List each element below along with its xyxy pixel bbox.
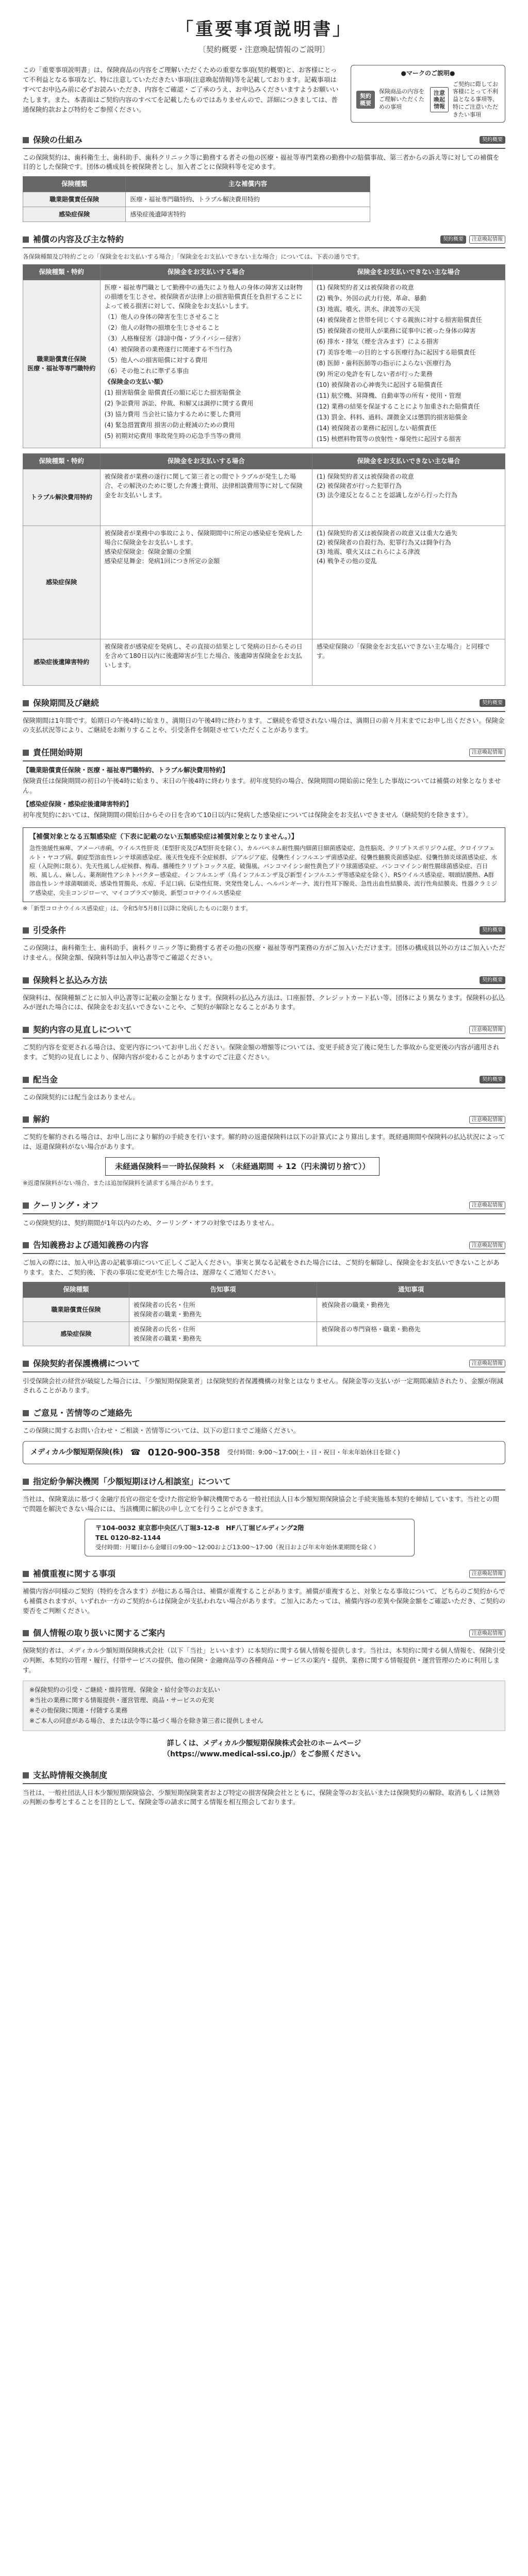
list-item: （1）他人の身体の障害を生じさせること — [104, 313, 220, 320]
section-bullet-icon — [23, 1361, 29, 1367]
table-header: 保険金をお支払いする場合 — [100, 265, 312, 280]
caution-tag: 注意喚起情報 — [469, 1242, 505, 1250]
section-period — [23, 697, 505, 736]
section-text: この保険契約は、契約期間が1年以内のため、クーリング・オフの対象ではありません。 — [23, 1218, 278, 1227]
section-header — [23, 1627, 505, 1642]
section-title: 保険の仕組み — [33, 134, 83, 145]
section-dispute-resolution — [23, 1476, 505, 1556]
section-bullet-icon — [23, 1772, 29, 1778]
table-row — [23, 526, 505, 639]
section-title: クーリング・オフ — [33, 1200, 99, 1210]
sub-heading: 【感染症保険・感染症後遺障害特約】 — [23, 800, 133, 808]
caution-tag: 注意喚起情報 — [469, 235, 505, 244]
section-header — [23, 924, 505, 939]
section-bullet-icon — [23, 236, 29, 243]
business-hours: 受付時間：9:00～17:00(土・日・祝日・年末年始休日を除く) — [227, 1449, 400, 1456]
section-text: ご加入の際には、加入申込書の記載事項について正しくご記入ください。事実と異なる記載をされた場合には、ご契約を解除し、保険金をお支払いできないことがあります。また、ご契約後、下表の事項に変更が生じた場合は、遅滞なくご通知ください。 — [23, 1259, 500, 1277]
section-header — [23, 1476, 505, 1490]
intro-text: この「重要事項説明書」は、保険商品の内容をご理解いただくための重要な事項(契約概要)と、お客様にとって不利益となる事項など、特に注意していただきたい事項(注意喚起情報)等を記載しております。記載事項はすべてお申込み前に必ずお読みいただき、内容をご確認・ご了承のうえ、お申込みくださいますようお願いいたします。また、本書面はご契約内容のすべてを記載したものではありませんので、詳細につきましては、普通保険約款および特約をご参照ください。 — [23, 65, 339, 113]
section-bullet-icon — [23, 750, 29, 756]
table-header: 保険金をお支払いする場合 — [100, 453, 312, 469]
section-mechanism — [23, 134, 505, 222]
section-text: ご契約を解約される場合は、お申し出により解約の手続きを行います。解約時の返還保険料は以下の計算式により算出します。既経過期間や保険料の払込状況によっては、返還保険料がない場合があります。 — [23, 1133, 505, 1151]
table-header: 保険金をお支払いできない主な場合 — [312, 265, 505, 280]
section-title: 保険期間及び継続 — [33, 698, 100, 708]
table-cell: 被保険者が業務の遂行に関して第三者との間でトラブルが発生した場合、その解決のために要した弁護士費用、法律相談費用等に対して保険金をお支払いします。 — [100, 469, 312, 526]
section-note: 各保険種類及び特約ごとの「保険金をお支払いする場合」「保険金をお支払いできない主な場合」については、下表の通りです。 — [23, 252, 364, 260]
caution-desc: ご契約に際してお客様にとって不利益となる事項等、特にご注意いただきたい事項 — [453, 80, 498, 118]
section-start-of-liability — [23, 747, 505, 820]
contract-summary-badge: 契約概要 — [356, 91, 375, 108]
list-item: （5）他人への損害賠償に対する費用 — [104, 356, 208, 364]
section-text: 保険期間は1年間です。始期日の午後4時に始まり、満期日の午後4時に終わります。ご継続を希望されない場合は、満期日の前々月末までにお申し出ください。保険金の支払状況等により、ご継続をお断りすることや、引受条件を制限させていただくことがあります。 — [23, 716, 505, 734]
contract-summary-tag: 契約概要 — [480, 136, 505, 144]
table-row — [23, 280, 505, 448]
contract-summary-desc: 保険商品の内容をご理解いただくための事項 — [379, 88, 424, 111]
section-complaints — [23, 1407, 505, 1464]
phone-number[interactable]: 0120-900-358 — [147, 1447, 220, 1458]
list-item: (5) 初期対応費用 事故発生時の応急手当等の費用 — [104, 432, 241, 439]
table-cell: 職業賠償責任保険 — [23, 1297, 129, 1321]
section-underwriting — [23, 924, 505, 963]
section-header — [23, 233, 505, 248]
list-item: (11) 航空機、昇降機、自動車等の所有・使用・管理 — [316, 392, 461, 399]
table-cell: 医療・福祉専門職特約、トラブル解決費用特約 — [126, 192, 370, 207]
caution-tag: 注意喚起情報 — [469, 1116, 505, 1124]
table-row — [23, 192, 370, 207]
mark-legend — [351, 65, 505, 123]
list-item: (13) 罰金、科料、過料、課徴金又は懲罰的損害賠償金 — [316, 413, 468, 421]
section-header — [23, 1199, 505, 1214]
section-text: 引受保険会社の経営が破綻した場合には、「少額短期保険業者」は保険契約者保護機構の対象とはなりません。保険金等の支払いが一定期間凍結されたり、金額が削減されることがあります。 — [23, 1377, 504, 1395]
table-row — [23, 207, 370, 222]
table-row — [23, 469, 505, 526]
section-text: 当社は、一般社団法人日本少額短期保険協会、少額短期保険業者および特定の損害保険会社とともに、保険金等のお支払いまたは保険契約の解除、取消もしくは無効の判断の参考とすることを目的として、保険金等の請求に関する情報を相互照会しております。 — [23, 1788, 500, 1806]
section-header — [23, 1358, 505, 1372]
page-title: 「重要事項説明書」 — [176, 19, 352, 40]
caution-badge: 注意喚起情報 — [430, 87, 449, 113]
caution-tag: 注意喚起情報 — [469, 1360, 505, 1368]
section-cancellation — [23, 1113, 505, 1188]
intro-section — [23, 65, 505, 123]
table-cell: 被保険者の氏名・住所 被保険者の職業・勤務先 — [129, 1297, 317, 1321]
table-row — [23, 639, 505, 685]
list-item: (10) 被保険者の心神喪失に起因する賠償責任 — [316, 381, 443, 388]
table-header: 告知事項 — [129, 1282, 317, 1297]
list-item: (14) 被保険者の業務に起因しない賠償責任 — [316, 424, 437, 432]
list-item: ※ご本人の同意がある場合、または法令等に基づく場合を除き第三者に提供しません — [29, 1717, 264, 1724]
section-text: この保険契約は、歯科衛生士、歯科助手、歯科クリニック等に勤務する者その他の医療・福祉等専門業務の勤務中の賠償事故、第三者からの訴え等に対しての補償を目的とした保険です。団体の構成員を被保険者とし、加入者ごとに保険料等を定めます。 — [23, 153, 500, 171]
caution-tag: 注意喚起情報 — [469, 1630, 505, 1638]
company-name: メディカル少額短期保険(株) — [30, 1448, 123, 1456]
infection-footnote: ※「新型コロナウイルス感染症」は、令和5年5月8日以降に発病したものに限ります。 — [23, 904, 252, 912]
section-bullet-icon — [23, 1479, 29, 1485]
section-bullet-icon — [23, 137, 29, 143]
table-cell: 被保険者の専門資格・職業・勤務先 — [317, 1321, 505, 1346]
caution-tag: 注意喚起情報 — [469, 1026, 505, 1034]
table-header: 保険金をお支払いできない主な場合 — [312, 453, 505, 469]
section-text: 保険契約者は、メディカル少額短期保険株式会社（以下「当社」といいます）に本契約に関する個人情報を提供します。当社は、本契約に関する個人情報を、保険引受の判断、本契約の管理・履行、付帯サービスの提供、他の保険・金融商品等の各種商品・サービスの案内・提供、業務に関する情報提供・運営管理のために利用します。 — [23, 1647, 505, 1674]
section-header — [23, 974, 505, 989]
section-header — [23, 1113, 505, 1128]
coverage-table-2 — [23, 453, 505, 686]
section-text: 初年度契約においては、保険期間の開始日からその日を含めて10日以内に発病した感染症については保険金をお支払いできません（継続契約を除きます）。 — [23, 811, 472, 819]
caution-tag: 注意喚起情報 — [469, 749, 505, 757]
contract-summary-tag: 契約概要 — [440, 235, 466, 244]
table-cell — [100, 280, 312, 448]
list-item: (9) 所定の免許を有しない者が行った業務 — [316, 370, 433, 378]
contract-summary-tag: 契約概要 — [480, 926, 505, 935]
table-cell: 職業賠償責任保険 医療・福祉等専門職特約 — [23, 280, 101, 448]
section-text: この保険契約には配当金はありません。 — [23, 1093, 139, 1101]
section-title: 支払時情報交換制度 — [33, 1770, 108, 1780]
list-item: ※当社の業務に関する情報提供・運営管理、商品・サービスの充実 — [29, 1696, 214, 1704]
list-item: 医療・福祉専門職として勤務中の過失により他人の身体の障害又は財物の損壊を生じさせ、被保険者が法律上の損害賠償責任を負担することによって被る損害に対して、保険金をお支払いします。 — [104, 283, 303, 310]
list-item: （6）その他これに準ずる事由 — [104, 367, 189, 375]
list-item: (12) 業務の結果を保証することにより加重された賠償責任 — [316, 402, 480, 410]
section-bullet-icon — [23, 1242, 29, 1248]
list-item: (2) 戦争、外国の武力行使、革命、暴動 — [316, 294, 426, 302]
list-item: (1) 損害賠償金 賠償責任の額に応じた損害賠償金 — [104, 388, 241, 396]
table-header: 保険種類 — [23, 1282, 129, 1297]
refund-note: ※返還保険料がない場合、または追加保険料を請求する場合があります。 — [23, 1179, 217, 1187]
section-title: 保険料と払込み方法 — [33, 975, 108, 985]
list-item: ※その他保険に関連・付随する業務 — [29, 1706, 128, 1714]
table-cell: 感染症後遺障害特約 — [126, 207, 370, 222]
section-bullet-icon — [23, 1202, 29, 1209]
section-text: 保険責任は保険期間の初日の午後4時に始まり、末日の午後4時に終わります。初年度契約の場合、保険期間の開始前に発生した事故については補償の対象となりません。 — [23, 776, 501, 794]
section-text: この保険は、歯科衛生士、歯科助手、歯科クリニック等に勤務する者その他の医療・福祉等専門業務の方がご加入いただけます。団体の構成員以外の方はご加入いただけません。保険金額、保険料等は加入申込書等でご確認ください。 — [23, 944, 505, 961]
list-item: (4) 被保険者と世帯を同じくする親族に対する損害賠償責任 — [316, 316, 482, 324]
section-title: 指定紛争解決機関「少額短期ほけん相談室」について — [33, 1476, 231, 1486]
table-cell: (1) 保険契約者又は被保険者の故意又は重大な過失 (2) 被保険者の自殺行為、犯罪行為又は闘争行為 (3) 地震、噴火又はこれらによる津波 (4) 戦争その他の変乱 — [312, 526, 505, 639]
table-cell: (1) 保険契約者又は被保険者の故意 (2) 被保険者が行った犯罪行為 (3) 法令違反となることを認識しながら行った行為 — [312, 469, 505, 526]
table-cell: 感染症保険 — [23, 526, 101, 639]
list-item: (3) 協力費用 当会社に協力するために要した費用 — [104, 410, 241, 418]
section-text: 保険料は、保険種類ごとに加入申込書等に記載の金額となります。保険料の払込み方法は、口座振替、クレジットカード払い等、団体により異なります。保険料の払込みが遅れた場合には、保険金をお支払いできないことや、ご契約が解除となることがあります。 — [23, 993, 505, 1011]
address-text: 〒104-0032 東京都中央区八丁堀3-12-8 HF八丁堀ビルディング2階 — [95, 1524, 304, 1532]
section-privacy — [23, 1627, 505, 1731]
list-item: (15) 核燃料物質等の放射性・爆発性に起因する損害 — [316, 435, 461, 443]
privacy-list-box — [23, 1681, 505, 1731]
address-phone[interactable]: TEL 0120-82-1144 — [95, 1534, 161, 1542]
section-title: ご意見・苦情等のご連絡先 — [33, 1408, 133, 1418]
table-header: 主な補償内容 — [126, 177, 370, 192]
infection-list-title: 【補償対象となる五類感染症（下表に記載のない五類感染症は補償対象となりません。）】 — [29, 833, 298, 841]
website-note: 詳しくは、メディカル少額短期保険株式会社のホームページ （https://www.medical-ssi.co.jp/）をご参照ください。 — [163, 1739, 365, 1758]
section-text: ご契約内容を変更される場合は、変更内容についてお申し出ください。保険金額の増額等については、変更手続き完了後に発生した事故から変更後の内容が適用されます。ご契約の見直しにより、保障内容が変わることがありますのでご注意ください。 — [23, 1043, 500, 1061]
section-bullet-icon — [23, 927, 29, 934]
list-item: (5) 被保険者の使用人が業務に従事中に被った身体の障害 — [316, 327, 476, 334]
section-header — [23, 134, 505, 149]
table-row — [23, 1321, 505, 1346]
list-item: （4）被保険者の業務遂行に関連する不当行為 — [104, 345, 233, 353]
section-bullet-icon — [23, 1410, 29, 1416]
list-item: (6) 排水・排気（煙を含みます）による損害 — [316, 337, 439, 345]
disclosure-table — [23, 1282, 505, 1346]
section-title: 配当金 — [33, 1074, 58, 1084]
section-header — [23, 1074, 505, 1089]
table-cell: 被保険者が業務中の事故により、保険期間中に所定の感染症を発病した場合に保険金をお支払いします。 感染症保険金：保険金額の全額 感染症見舞金：発病1回につき所定の金額 — [100, 526, 312, 639]
table-header: 保険種類 — [23, 177, 126, 192]
section-bullet-icon — [23, 1077, 29, 1083]
mark-legend-row — [356, 81, 500, 119]
table-cell: 感染症後遺障害特約 — [23, 639, 101, 685]
table-cell: 感染症保険 — [23, 1321, 129, 1346]
contract-summary-tag: 契約概要 — [480, 976, 505, 985]
refund-formula: 未経過保険料＝一時払保険料 × （未経過期間 ÷ 12（円未満切り捨て）） — [105, 1157, 380, 1176]
section-title: 契約内容の見直しについて — [33, 1025, 132, 1035]
section-header — [23, 747, 505, 761]
table-header: 通知事項 — [317, 1282, 505, 1297]
section-header — [23, 1239, 505, 1254]
infection-list-box — [23, 827, 505, 902]
section-title: 個人情報の取り扱いに関するご案内 — [33, 1628, 166, 1638]
table-header: 保険種類・特約 — [23, 265, 101, 280]
section-title: 告知義務および通知義務の内容 — [33, 1240, 149, 1250]
section-bullet-icon — [23, 700, 29, 706]
table-cell: 被保険者が感染症を発病し、その直接の結果として発病の日からその日を含めて180日以内に後遺障害が生じた場合、後遺障害保険金をお支払いします。 — [100, 639, 312, 685]
section-bullet-icon — [23, 977, 29, 984]
list-item: (7) 美容を唯一の目的とする医療行為に起因する賠償責任 — [316, 348, 476, 356]
sub-heading: 【職業賠償責任保険・医療・福祉専門職特約、トラブル解決費用特約】 — [23, 766, 229, 774]
section-title: 責任開始時期 — [33, 748, 83, 758]
insurance-type-table — [23, 176, 370, 222]
section-bullet-icon — [23, 1027, 29, 1033]
contract-summary-tag: 契約概要 — [480, 1076, 505, 1084]
table-row — [23, 1297, 505, 1321]
address-box — [85, 1519, 415, 1556]
address-hours: 受付時間：月曜日から金曜日の9:00～12:00および13:00～17:00（祝日および年末年始休業期間を除く） — [95, 1543, 380, 1551]
coverage-table — [23, 264, 505, 448]
section-dividend — [23, 1074, 505, 1103]
document-header — [23, 16, 505, 56]
infection-list-text: 急性弛緩性麻痺、アメーバ赤痢、ウイルス性肝炎（E型肝炎及びA型肝炎を除く）、カルバペネム耐性腸内細菌目細菌感染症、急性脳炎、クリプトスポリジウム症、クロイツフェルト・ヤコブ病、劇症型溶血性レンサ球菌感染症、後天性免疫不全症候群、ジアルジア症、侵襲性インフルエンザ菌感染症、侵襲性髄膜炎菌感染症、侵襲性肺炎球菌感染症、水痘（入院例に限る）、先天性風しん症候群、梅毒、播種性クリプトコックス症、破傷風、バンコマイシン耐性黄色ブドウ球菌感染症、バンコマイシン耐性腸球菌感染症、百日咳、風しん、麻しん、薬剤耐性アシネトバクター感染症、インフルエンザ（鳥インフルエンザ及び新型インフルエンザ等感染症を除く）、RSウイルス感染症、咽頭結膜熱、A群溶血性レンサ球菌咽頭炎、感染性胃腸炎、水痘、手足口病、伝染性紅斑、突発性発しん、ヘルパンギーナ、流行性耳下腺炎、急性出血性結膜炎、流行性角結膜炎、性器クラミジア感染症、尖圭コンジローマ、マイコプラズマ肺炎、新型コロナウイルス感染症 — [29, 844, 498, 896]
section-cooling-off — [23, 1199, 505, 1228]
section-text: この保険に関するお問い合わせ・ご相談・苦情等については、以下の窓口までご連絡ください。 — [23, 1427, 300, 1435]
caution-tag: 注意喚起情報 — [469, 1201, 505, 1210]
table-header: 保険種類・特約 — [23, 453, 101, 469]
section-text: 当社は、保険業法に基づく金融庁長官の指定を受けた指定紛争解決機関である一般社団法人日本少額短期保険協会と手続実施基本契約を締結しています。当社との間で問題を解決できない場合には、当該機関に解決の申し立てを行うことができます。 — [23, 1495, 500, 1513]
section-premium — [23, 974, 505, 1013]
caution-tag: 注意喚起情報 — [469, 1570, 505, 1578]
section-header — [23, 1024, 505, 1039]
section-coverage — [23, 233, 505, 686]
section-contract-review — [23, 1024, 505, 1062]
contact-box — [23, 1441, 505, 1464]
phone-icon: ☎ — [130, 1447, 141, 1458]
table-cell: 被保険者の職業・勤務先 — [317, 1297, 505, 1321]
list-item: (2) 争訟費用 訴訟、仲裁、和解又は調停に関する費用 — [104, 399, 254, 407]
section-title: 補償重複に関する事項 — [33, 1569, 116, 1579]
section-bullet-icon — [23, 1116, 29, 1123]
section-text: 補償内容が同様のご契約（特約を含みます）が他にある場合は、補償が重複することがあります。補償が重複すると、対象となる事故について、どちらのご契約からでも補償されますが、いずれか一方のご契約からは保険金が支払われない場合があります。ご加入にあたっては、補償内容の差異や保険金額をご確認いただき、ご契約の要否をご判断ください。 — [23, 1587, 506, 1615]
section-bullet-icon — [23, 1630, 29, 1636]
section-header — [23, 1769, 505, 1784]
table-cell — [312, 280, 505, 448]
section-disclosure-duty — [23, 1239, 505, 1346]
contract-summary-tag: 契約概要 — [480, 699, 505, 707]
list-item: （3）人格権侵害（誹謗中傷・プライバシー侵害） — [104, 334, 244, 342]
table-cell: 職業賠償責任保険 — [23, 192, 126, 207]
page-subtitle: 〔契約概要・注意喚起情報のご説明〕 — [198, 45, 330, 54]
mark-legend-title: ●マークのご説明● — [401, 69, 455, 77]
list-item: (1) 保険契約者又は被保険者の故意 — [316, 283, 414, 291]
section-header — [23, 1407, 505, 1422]
list-heading: 《保険金の支払い額》 — [104, 378, 167, 385]
table-cell: 感染症保険の「保険金をお支払いできない主な場合」と同様です。 — [312, 639, 505, 685]
table-cell: 被保険者の氏名・住所 被保険者の職業・勤務先 — [129, 1321, 317, 1346]
section-header — [23, 697, 505, 712]
table-cell: 感染症保険 — [23, 207, 126, 222]
list-item: (4) 緊急措置費用 損害の防止軽減のための費用 — [104, 421, 235, 429]
section-policyholder-protection — [23, 1358, 505, 1396]
section-title: 保険契約者保護機構について — [33, 1358, 140, 1368]
table-cell: トラブル解決費用特約 — [23, 469, 101, 526]
section-header — [23, 1568, 505, 1583]
section-info-exchange — [23, 1769, 505, 1808]
section-title: 補償の内容及び主な特約 — [33, 234, 124, 244]
section-bullet-icon — [23, 1571, 29, 1577]
list-item: （2）他人の財物の損壊を生じさせること — [104, 324, 220, 331]
list-item: (3) 地震、噴火、洪水、津波等の天災 — [316, 305, 420, 313]
section-title: 引受条件 — [33, 925, 67, 936]
list-item: ※保険契約の引受・ご継続・維持管理、保険金・給付金等のお支払い — [29, 1686, 221, 1693]
section-duplicate-coverage — [23, 1568, 505, 1616]
list-item: (8) 医師・歯科医師等の指示によらない医療行為 — [316, 359, 451, 367]
section-title: 解約 — [33, 1114, 50, 1125]
